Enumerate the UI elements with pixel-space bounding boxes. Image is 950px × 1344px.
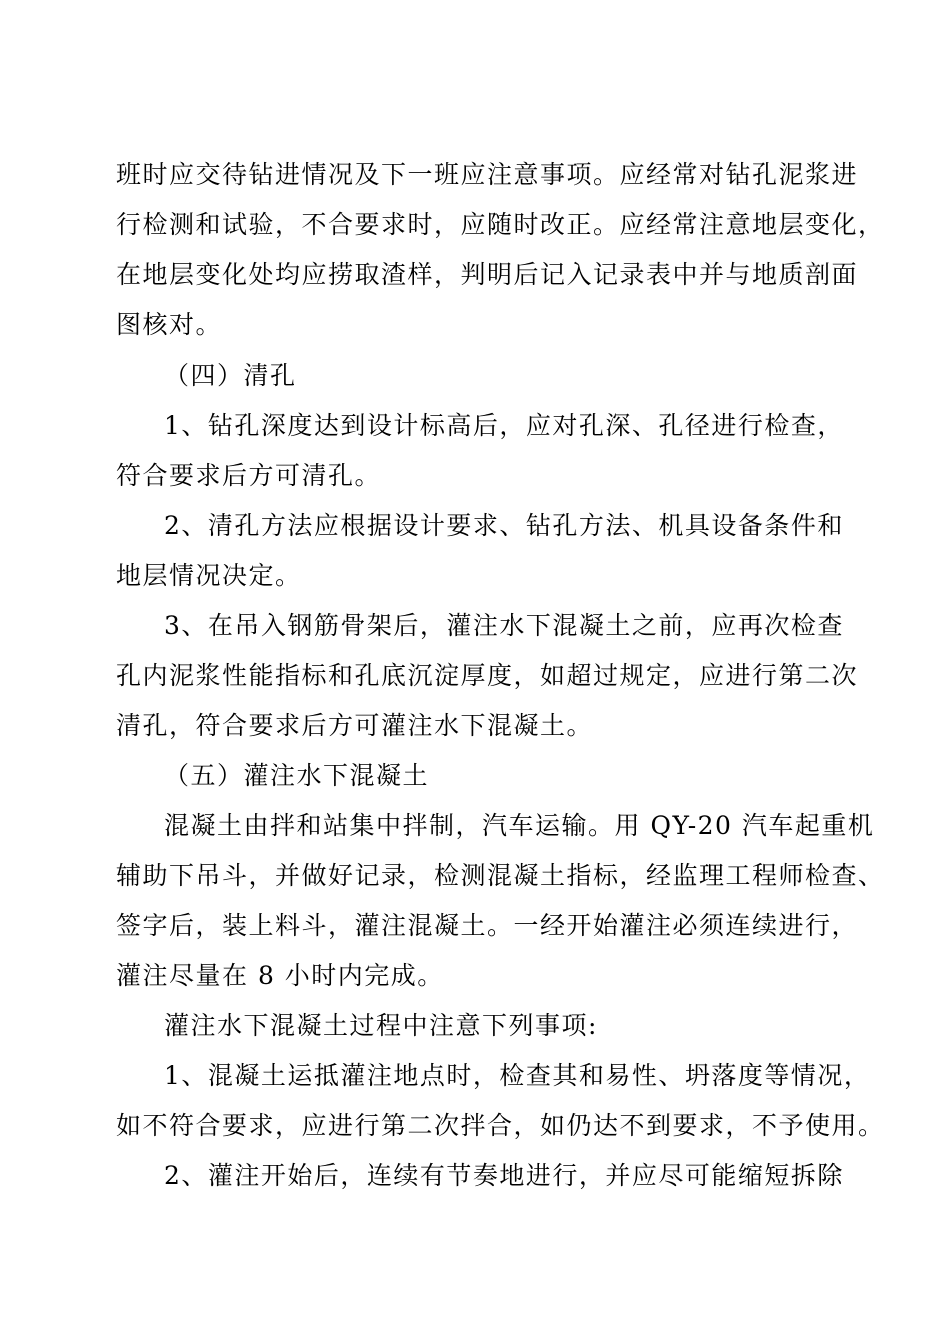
text-line: 符合要求后方可清孔。 xyxy=(116,461,382,490)
text-line: 辅助下吊斗，并做好记录，检测混凝土指标，经监理工程师检查、 xyxy=(116,861,885,890)
text-line: 在地层变化处均应捞取渣样，判明后记入记录表中并与地质剖面 xyxy=(116,260,859,289)
text-line: 1、钻孔深度达到设计标高后，应对孔深、孔径进行检查， xyxy=(164,411,844,440)
text-line: 班时应交待钻进情况及下一班应注意事项。应经常对钻孔泥浆进 xyxy=(116,160,859,189)
text-line: 地层情况决定。 xyxy=(116,561,302,590)
text-line: 2、清孔方法应根据设计要求、钻孔方法、机具设备条件和 xyxy=(164,511,844,540)
text-line: 孔内泥浆性能指标和孔底沉淀厚度，如超过规定，应进行第二次 xyxy=(116,661,859,690)
text-line: 图核对。 xyxy=(116,310,223,339)
text-line: 灌注尽量在 8 小时内完成。 xyxy=(116,961,444,990)
text-line: 清孔，符合要求后方可灌注水下混凝土。 xyxy=(116,711,594,740)
section-heading: （五）灌注水下混凝土 xyxy=(164,761,430,790)
text-line: 2、灌注开始后，连续有节奏地进行，并应尽可能缩短拆除 xyxy=(164,1161,844,1190)
text-line: 签字后，装上料斗，灌注混凝土。一经开始灌注必须连续进行， xyxy=(116,911,859,940)
section-heading: （四）清孔 xyxy=(164,361,297,390)
text-line: 行检测和试验，不合要求时，应随时改正。应经常注意地层变化， xyxy=(116,210,885,239)
text-line: 1、混凝土运抵灌注地点时，检查其和易性、坍落度等情况， xyxy=(164,1061,871,1090)
text-line: 混凝土由拌和站集中拌制，汽车运输。用 QY-20 汽车起重机 xyxy=(164,811,875,840)
text-line: 如不符合要求，应进行第二次拌合，如仍达不到要求，不予使用。 xyxy=(116,1111,885,1140)
text-line: 3、在吊入钢筋骨架后，灌注水下混凝土之前，应再次检查 xyxy=(164,611,844,640)
text-line: 灌注水下混凝土过程中注意下列事项: xyxy=(164,1011,598,1040)
